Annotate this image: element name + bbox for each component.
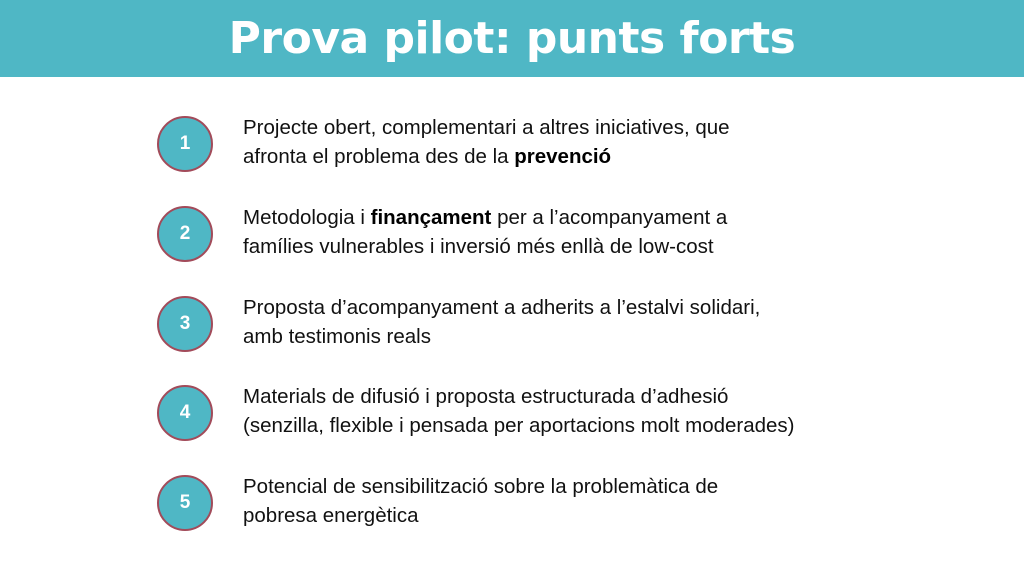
list-item	[157, 116, 897, 180]
item-line: Projecte obert, complementari a altres iniciatives, que	[243, 116, 730, 139]
number-badge: 3	[157, 296, 213, 352]
item-line: (senzilla, flexible i pensada per aportacions molt moderades)	[243, 414, 795, 437]
item-line: Potencial de sensibilització sobre la problemàtica de	[243, 475, 719, 498]
slide-title: Prova pilot: punts forts	[228, 13, 796, 64]
item-line: Proposta d’acompanyament a adherits a l’estalvi solidari,	[243, 296, 761, 319]
item-text	[243, 203, 903, 261]
list-item	[157, 206, 897, 270]
item-line-prefix: Metodologia i	[243, 206, 371, 229]
item-text	[243, 113, 903, 171]
item-bold-word: finançament	[370, 206, 492, 229]
item-line: amb testimonis reals	[243, 325, 431, 348]
number-badge: 1	[157, 116, 213, 172]
list-item	[157, 385, 897, 449]
list-item	[157, 296, 897, 360]
item-text	[243, 293, 903, 351]
item-line: pobresa energètica	[243, 504, 419, 527]
item-text	[243, 472, 903, 530]
number-badge: 4	[157, 385, 213, 441]
list-item	[157, 475, 897, 539]
number-badge: 5	[157, 475, 213, 531]
item-bold-word: prevenció	[514, 145, 612, 168]
number-badge: 2	[157, 206, 213, 262]
item-line: Materials de difusió i proposta estructurada d’adhesió	[243, 385, 729, 408]
item-line-prefix: afronta el problema des de la	[243, 145, 515, 168]
item-text	[243, 382, 903, 440]
item-line-suffix: per a l’acompanyament a	[491, 206, 728, 229]
item-line: famílies vulnerables i inversió més enllà de low-cost	[243, 235, 714, 258]
